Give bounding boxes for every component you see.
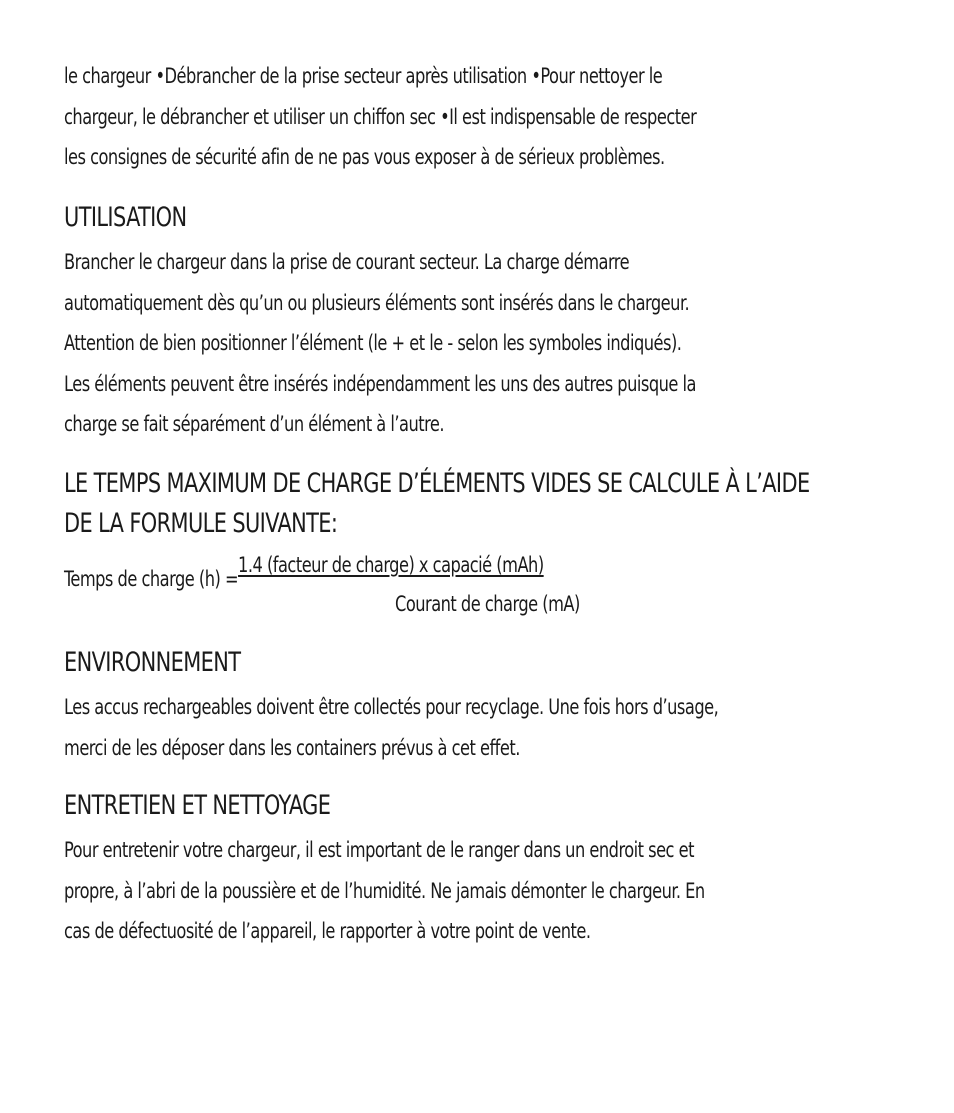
entretien-line-2: propre, à l’abri de la poussière et de l’humidité. Ne jamais démonter le chargeur. En — [64, 878, 705, 903]
utilisation-paragraph — [64, 242, 954, 445]
section-entretien — [64, 786, 954, 826]
environnement-line-1: Les accus rechargeables doivent être collectés pour recyclage. Une fois hors d’usage, — [64, 695, 719, 719]
formula-denominator-row — [395, 589, 580, 619]
intro-paragraph — [64, 56, 954, 178]
heading-temps-line-2: DE LA FORMULE SUIVANTE: — [64, 508, 338, 539]
formula-label: Temps de charge (h) = — [64, 567, 239, 591]
intro-line-3: les consignes de sécurité afin de ne pas vous exposer à de sérieux problèmes. — [64, 145, 665, 169]
entretien-paragraph — [64, 830, 954, 952]
heading-entretien: ENTRETIEN ET NETTOYAGE — [64, 790, 331, 821]
intro-line-1: le chargeur •Débrancher de la prise secteur après utilisation •Pour nettoyer le — [64, 64, 663, 88]
utilisation-line-2: automatiquement dès qu’un ou plusieurs éléments sont insérés dans le chargeur. — [64, 290, 690, 315]
entretien-line-3: cas de défectuosité de l’appareil, le rapporter à votre point de vente. — [64, 919, 591, 943]
heading-utilisation: UTILISATION — [64, 202, 187, 233]
section-temps — [64, 464, 954, 544]
heading-environnement: ENVIRONNEMENT — [64, 647, 241, 678]
intro-line-2: chargeur, le débrancher et utiliser un chiffon sec •Il est indispensable de respecter — [64, 104, 697, 129]
section-environnement — [64, 643, 954, 683]
utilisation-line-4: Les éléments peuvent être insérés indépendamment les uns des autres puisque la — [64, 371, 696, 396]
heading-temps-line-1: LE TEMPS MAXIMUM DE CHARGE D’ÉLÉMENTS VIDES SE CALCULE À L’AIDE — [64, 468, 810, 499]
environnement-line-2: merci de les déposer dans les containers prévus à cet effet. — [64, 735, 520, 760]
entretien-line-1: Pour entretenir votre chargeur, il est important de le ranger dans un endroit sec et — [64, 838, 694, 862]
formula-denominator: Courant de charge (mA) — [395, 592, 580, 616]
utilisation-line-3: Attention de bien positionner l’élément (le + et le - selon les symboles indiqués). — [64, 331, 682, 355]
formula-numerator-row — [64, 550, 544, 594]
section-utilisation — [64, 198, 954, 238]
utilisation-line-1: Brancher le chargeur dans la prise de courant secteur. La charge démarre — [64, 250, 630, 274]
environnement-paragraph — [64, 687, 954, 768]
utilisation-line-5: charge se fait séparément d’un élément à l’autre. — [64, 412, 445, 436]
formula-numerator: 1.4 (facteur de charge) x capacié (mAh) — [238, 553, 544, 577]
